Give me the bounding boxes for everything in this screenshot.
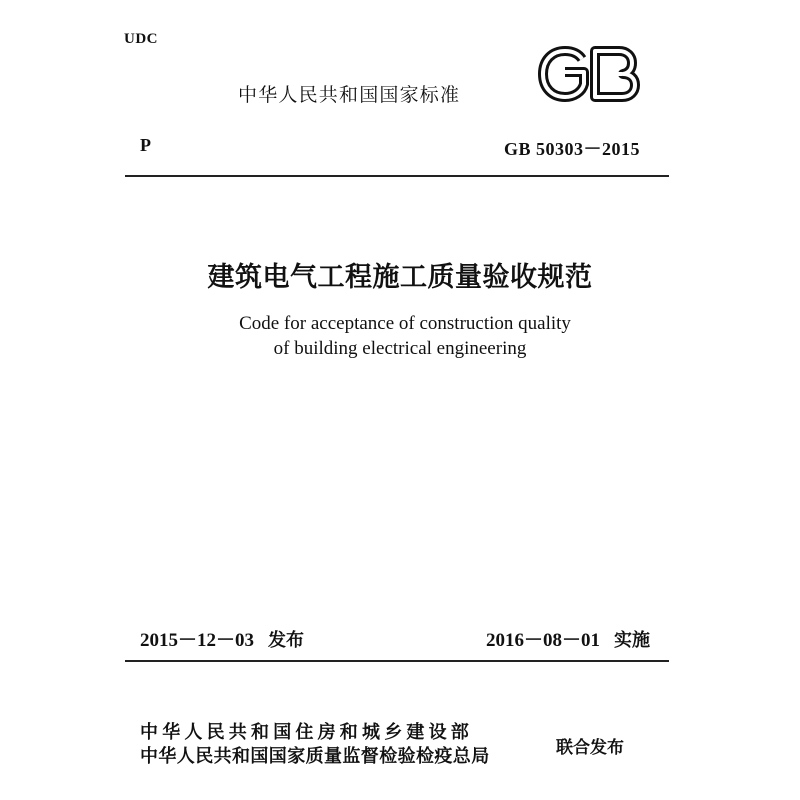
title-chinese: 建筑电气工程施工质量验收规范 — [207, 262, 593, 293]
release-date-line — [140, 625, 304, 652]
top-divider — [125, 175, 669, 177]
gb-logo — [538, 46, 640, 102]
udc-label: UDC — [124, 31, 158, 47]
bottom-divider — [125, 660, 669, 662]
gb-logo-icon — [538, 46, 640, 102]
implement-date: 2016－08－01 — [485, 630, 600, 651]
implement-label: 实施 — [614, 630, 650, 651]
issuer-ministry-housing: 中华人民共和国住房和城乡建设部 — [140, 722, 473, 743]
issuer-quality-administration: 中华人民共和国国家质量监督检验检疫总局 — [140, 746, 490, 767]
release-date: 2015－12－03 — [140, 630, 255, 651]
joint-release-label: 联合发布 — [556, 738, 624, 758]
implement-date-line — [486, 625, 650, 652]
release-label: 发布 — [268, 630, 305, 651]
gb-logo-text — [640, 46, 641, 47]
national-standard-label: 中华人民共和国国家标准 — [238, 84, 461, 106]
standard-number: GB 50303－2015 — [503, 139, 640, 159]
title-english-line-1: Code for acceptance of construction quality — [239, 313, 571, 334]
category-code: P — [140, 135, 151, 155]
title-english-line-2: of building electrical engineering — [273, 338, 527, 359]
